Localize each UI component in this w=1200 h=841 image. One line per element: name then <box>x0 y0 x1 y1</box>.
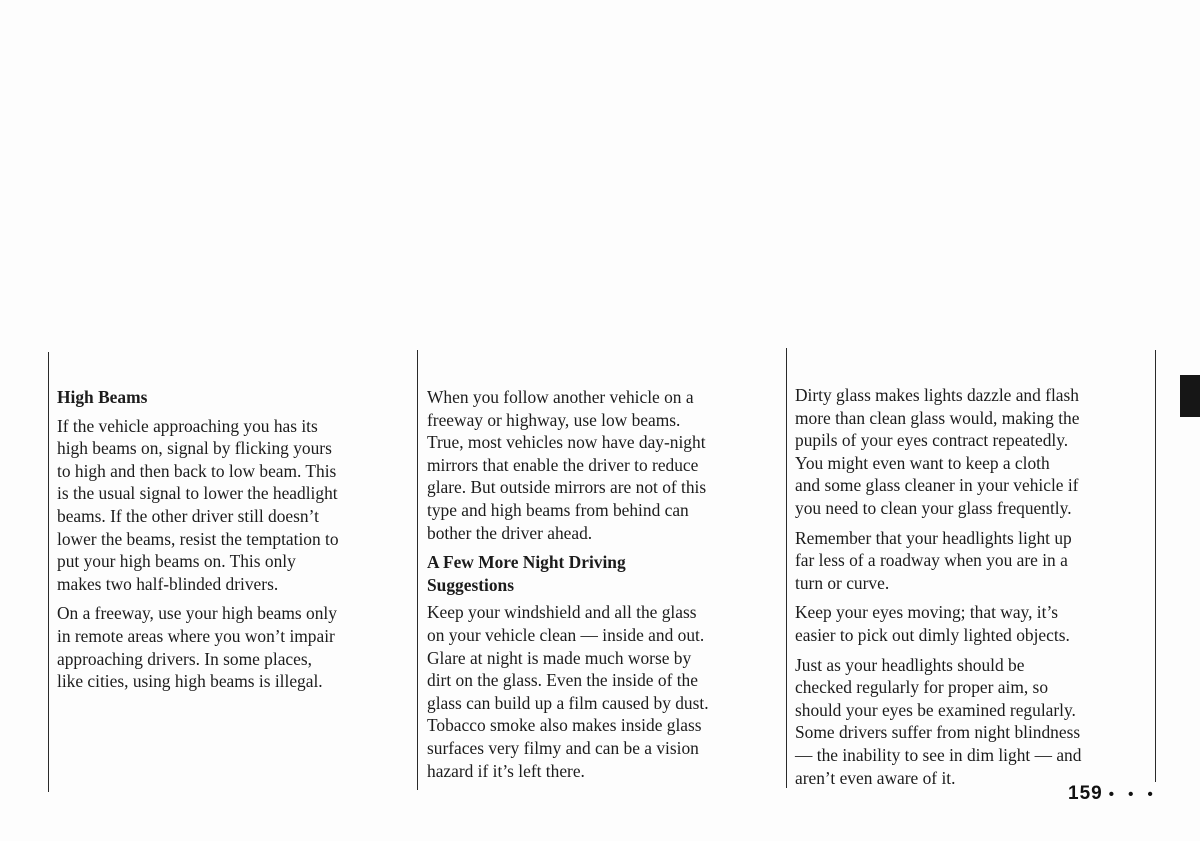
text-line: put your high beams on. This only <box>57 551 296 572</box>
text-line: You might even want to keep a cloth <box>795 452 1050 473</box>
text-line: surfaces very filmy and can be a vision <box>427 737 699 758</box>
text-line: far less of a roadway when you are in a <box>795 550 1068 571</box>
night-blindness-paragraph <box>795 654 1149 790</box>
text-line: on your vehicle clean — inside and out. <box>427 624 705 645</box>
text-line: approaching drivers. In some places, <box>57 648 312 669</box>
page-number-value: 159 <box>1068 783 1103 804</box>
text-line: freeway or highway, use low beams. <box>427 409 681 430</box>
text-line: mirrors that enable the driver to reduce <box>427 454 699 475</box>
high-beams-paragraph-1 <box>57 415 409 596</box>
text-line: checked regularly for proper aim, so <box>795 677 1049 698</box>
text-line: aren’t even aware of it. <box>795 767 956 788</box>
text-line: dirt on the glass. Even the inside of the <box>427 670 698 691</box>
text-line: and some glass cleaner in your vehicle if <box>795 475 1079 496</box>
section-tab-marker <box>1180 375 1200 417</box>
text-line: — the inability to see in dim light — and <box>795 744 1082 765</box>
text-line: easier to pick out dimly lighted objects. <box>795 624 1070 645</box>
page-number-dots: • • • <box>1108 786 1158 803</box>
text-line: turn or curve. <box>795 572 890 593</box>
text-line: beams. If the other driver still doesn’t <box>57 505 319 526</box>
follow-vehicle-paragraph <box>427 386 779 544</box>
text-line: makes two half-blinded drivers. <box>57 573 279 594</box>
text-line: glare. But outside mirrors are not of this <box>427 477 707 498</box>
night-driving-suggestions-heading <box>427 551 779 596</box>
column-3 <box>795 384 1149 796</box>
text-line: Glare at night is made much worse by <box>427 647 692 668</box>
text-line: hazard if it’s left there. <box>427 760 585 781</box>
text-line: Keep your eyes moving; that way, it’s <box>795 602 1059 623</box>
heading-line: Suggestions <box>427 574 514 595</box>
heading-line: A Few More Night Driving <box>427 552 626 573</box>
text-line: should your eyes be examined regularly. <box>795 699 1076 720</box>
text-line: pupils of your eyes contract repeatedly. <box>795 430 1069 451</box>
text-line: Some drivers suffer from night blindness <box>795 722 1081 743</box>
clean-glass-paragraph <box>427 601 779 782</box>
column-2 <box>427 386 779 789</box>
text-line: is the usual signal to lower the headlight <box>57 483 338 504</box>
text-line: to high and then back to low beam. This <box>57 460 337 481</box>
text-line: True, most vehicles now have day-night <box>427 432 706 453</box>
column-divider-middle-right <box>786 348 787 788</box>
column-divider-right <box>1155 350 1156 782</box>
text-line: Just as your headlights should be <box>795 654 1025 675</box>
text-line: If the vehicle approaching you has its <box>57 415 318 436</box>
high-beams-paragraph-2 <box>57 602 409 692</box>
eyes-moving-paragraph <box>795 601 1149 646</box>
page-number <box>1068 783 1158 805</box>
column-divider-left <box>48 352 49 792</box>
text-line: Tobacco smoke also makes inside glass <box>427 715 702 736</box>
text-line: more than clean glass would, making the <box>795 407 1080 428</box>
text-line: glass can build up a film caused by dust. <box>427 692 709 713</box>
text-line: Keep your windshield and all the glass <box>427 602 697 623</box>
dirty-glass-paragraph <box>795 384 1149 520</box>
headlights-turn-paragraph <box>795 527 1149 595</box>
text-line: Remember that your headlights light up <box>795 527 1072 548</box>
column-divider-middle-left <box>417 350 418 790</box>
column-1 <box>57 386 409 700</box>
text-line: On a freeway, use your high beams only <box>57 603 337 624</box>
text-line: type and high beams from behind can <box>427 499 689 520</box>
text-line: When you follow another vehicle on a <box>427 387 694 407</box>
text-line: in remote areas where you won’t impair <box>57 625 335 646</box>
high-beams-heading: High Beams <box>57 387 148 407</box>
text-line: high beams on, signal by flicking yours <box>57 438 332 459</box>
text-line: Dirty glass makes lights dazzle and flash <box>795 385 1079 405</box>
text-line: you need to clean your glass frequently. <box>795 497 1072 518</box>
text-line: lower the beams, resist the temptation to <box>57 528 339 549</box>
text-line: bother the driver ahead. <box>427 522 593 543</box>
text-line: like cities, using high beams is illegal. <box>57 671 323 692</box>
